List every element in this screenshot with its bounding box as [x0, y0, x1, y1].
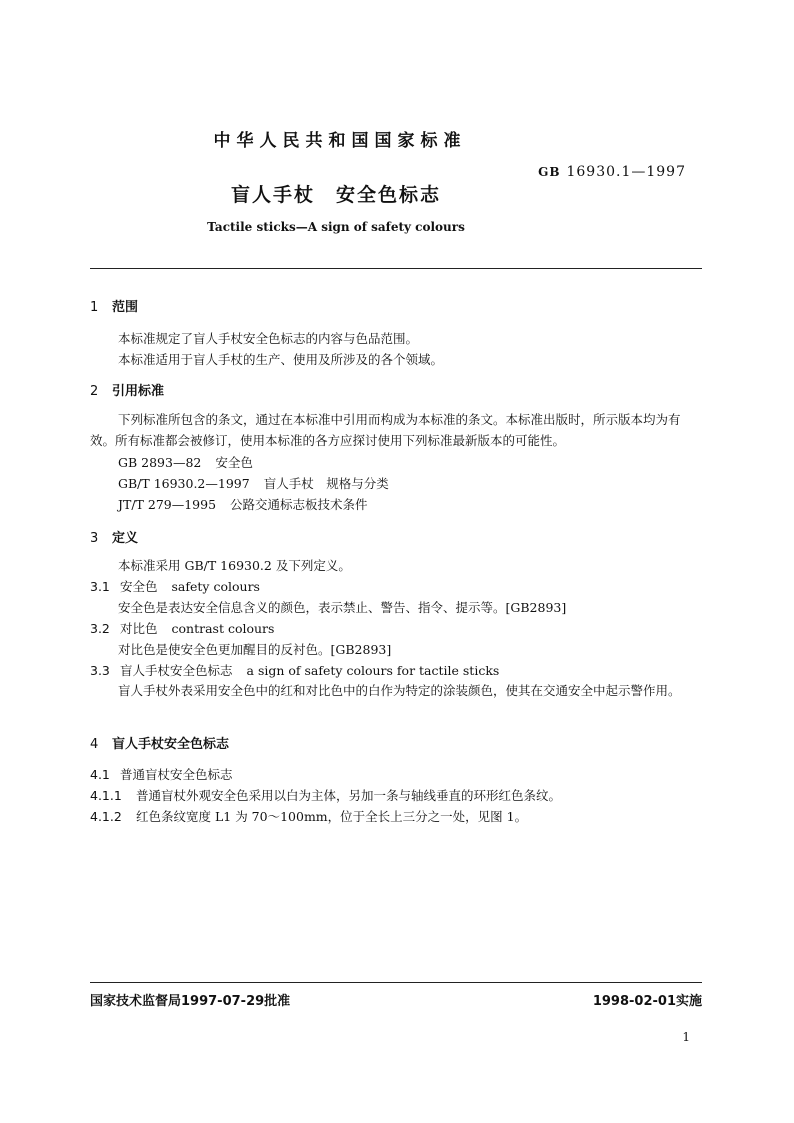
definition-3-3-term: 3.3 盲人手杖安全色标志 a sign of safety colours for tactile sticks — [90, 663, 500, 678]
issuing-country-standard: 中华人民共和国国家标准 — [213, 131, 467, 151]
definition-3-2-text: 对比色是使安全色更加醒目的反衬色。[GB2893] — [118, 642, 392, 657]
standard-prefix: GB — [538, 165, 561, 179]
clause-4-1: 4.1 普通盲杖安全色标志 — [90, 767, 233, 782]
section-1-para-2: 本标准适用于盲人手杖的生产、使用及所涉及的各个领域。 — [118, 352, 444, 367]
document-title-en: Tactile sticks—A sign of safety colours — [207, 220, 465, 234]
definition-3-3-text: 盲人手杖外表采用安全色中的红和对比色中的白作为特定的涂装颜色，使其在交通安全中起示警作用。 — [118, 683, 681, 698]
approval-date: 国家技术监督局1997-07-29批准 — [90, 994, 291, 1009]
section-3-heading: 3 定义 — [90, 531, 139, 546]
section-3-intro: 本标准采用 GB/T 16930.2 及下列定义。 — [118, 558, 351, 573]
definition-3-1-term: 3.1 安全色 safety colours — [90, 579, 260, 594]
section-2-heading: 2 引用标准 — [90, 384, 165, 399]
reference-item: GB/T 16930.2—1997 盲人手杖 规格与分类 — [118, 476, 389, 491]
document-title-cn: 盲人手杖 安全色标志 — [230, 184, 441, 206]
section-1-para-1: 本标准规定了盲人手杖安全色标志的内容与色品范围。 — [118, 331, 419, 346]
section-4-heading: 4 盲人手杖安全色标志 — [90, 737, 230, 752]
footer-divider — [90, 982, 702, 983]
header-divider — [90, 268, 702, 269]
effective-date: 1998-02-01实施 — [592, 994, 702, 1009]
section-2-intro: 下列标准所包含的条文，通过在本标准中引用而构成为本标准的条文。本标准出版时，所示版本均为有效。所有标准都会被修订，使用本标准的各方应探讨使用下列标准最新版本的可能性。 — [90, 412, 681, 448]
definition-3-2-term: 3.2 对比色 contrast colours — [90, 621, 275, 636]
reference-item: JT/T 279—1995 公路交通标志板技术条件 — [118, 497, 368, 512]
standard-code: 16930.1—1997 — [566, 164, 686, 180]
clause-4-1-2: 4.1.2 红色条纹宽度 L1 为 70～100mm，位于全长上三分之一处，见图 1。 — [90, 809, 528, 824]
standard-number — [538, 164, 686, 180]
page-number: 1 — [682, 1030, 690, 1044]
clause-4-1-1: 4.1.1 普通盲杖外观安全色采用以白为主体，另加一条与轴线垂直的环形红色条纹。 — [90, 788, 562, 803]
section-1-heading: 1 范围 — [90, 300, 139, 315]
reference-item: GB 2893—82 安全色 — [118, 455, 253, 470]
definition-3-1-text: 安全色是表达安全信息含义的颜色，表示禁止、警告、指令、提示等。[GB2893] — [118, 600, 567, 615]
